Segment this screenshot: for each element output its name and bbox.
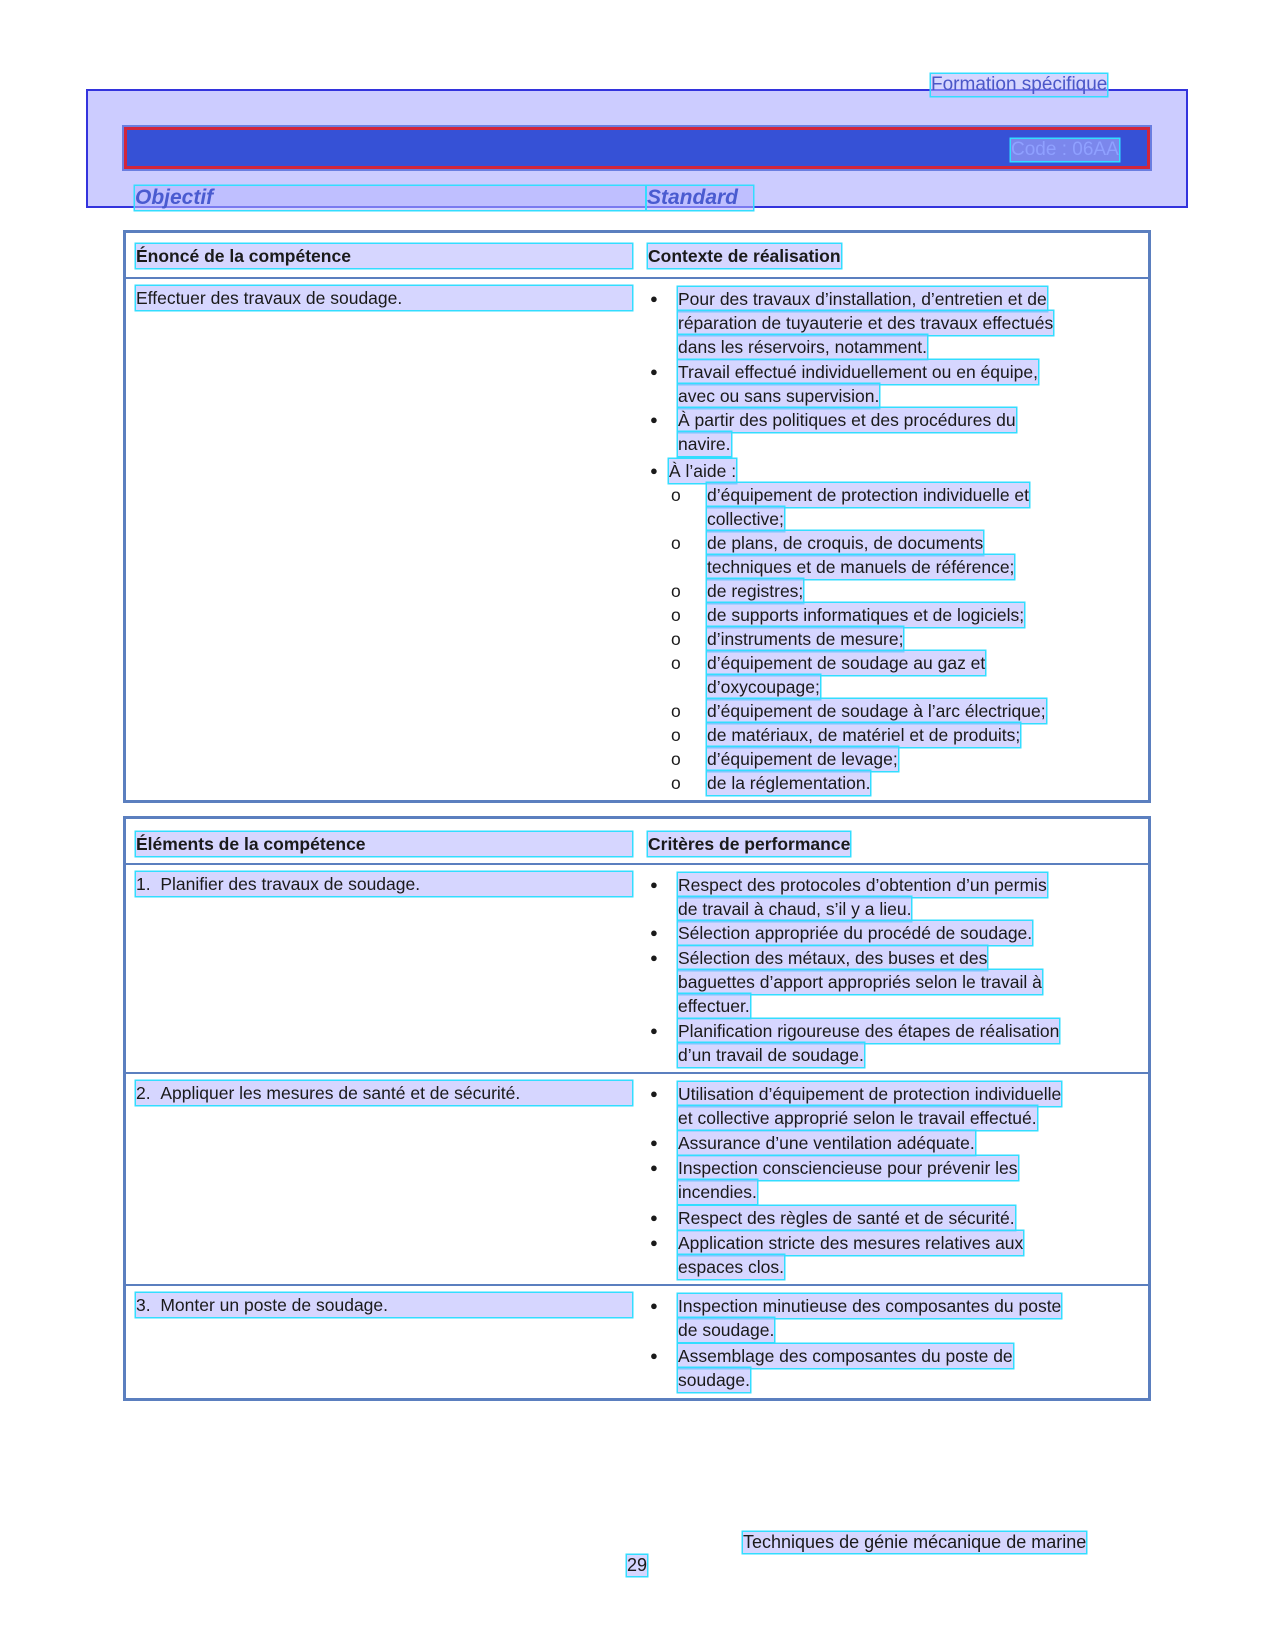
critere-item: Application stricte des mesures relatives aux (678, 1233, 1024, 1253)
circle-bullet-icon: o (671, 653, 681, 673)
code-bar (124, 127, 1150, 169)
criteres-header: Critères de performance (648, 834, 851, 854)
critere-item: Inspection consciencieuse pour prévenir les (678, 1158, 1018, 1178)
critere-item: d’un travail de soudage. (678, 1045, 864, 1065)
row-divider (126, 1284, 1148, 1286)
contexte-item: avec ou sans supervision. (678, 386, 880, 406)
critere-item: espaces clos. (678, 1257, 785, 1277)
row-divider (126, 1072, 1148, 1074)
contexte-subitem: de matériaux, de matériel et de produits; (707, 725, 1021, 745)
elements-table (123, 816, 1151, 1401)
circle-bullet-icon: o (671, 485, 681, 505)
critere-item: Respect des protocoles d’obtention d’un permis (678, 875, 1047, 895)
bullet-icon: ● (650, 364, 658, 379)
critere-item: soudage. (678, 1370, 751, 1390)
critere-item: Utilisation d’équipement de protection individuelle (678, 1084, 1062, 1104)
circle-bullet-icon: o (671, 605, 681, 625)
element-number: 2. (136, 1083, 151, 1103)
contexte-subitem: de plans, de croquis, de documents (707, 533, 984, 553)
contexte-subitem: collective; (707, 509, 784, 529)
contexte-subitem: d’équipement de soudage au gaz et (707, 653, 986, 673)
bullet-icon: ● (650, 925, 658, 940)
bullet-icon: ● (650, 412, 658, 427)
contexte-subitem: techniques et de manuels de référence; (707, 557, 1015, 577)
element-text: Appliquer les mesures de santé et de sécurité. (160, 1083, 521, 1103)
bullet-icon: ● (650, 463, 658, 478)
element-row-1 (136, 872, 632, 896)
course-code: Code : 06AA (1011, 139, 1119, 160)
bullet-icon: ● (650, 1135, 658, 1150)
critere-item: Respect des règles de santé et de sécurité. (678, 1208, 1015, 1228)
bullet-icon: ● (650, 877, 658, 892)
critere-item: baguettes d’apport appropriés selon le travail à (678, 972, 1042, 992)
footer-program: Techniques de génie mécanique de marine (743, 1532, 1087, 1552)
circle-bullet-icon: o (671, 701, 681, 721)
bullet-icon: ● (650, 1235, 658, 1250)
critere-item: Planification rigoureuse des étapes de réalisation (678, 1021, 1060, 1041)
contexte-subitem: de la réglementation. (707, 773, 871, 793)
section-title: Formation spécifique (931, 74, 1108, 95)
contexte-subitem: de supports informatiques et de logiciels; (707, 605, 1025, 625)
bullet-icon: ● (650, 1160, 658, 1175)
bullet-icon: ● (650, 1023, 658, 1038)
competence-table (123, 230, 1151, 803)
bullet-icon: ● (650, 1086, 658, 1101)
page-number: 29 (627, 1555, 648, 1575)
contexte-item: Pour des travaux d’installation, d’entretien et de (678, 289, 1047, 309)
critere-item: de soudage. (678, 1320, 775, 1340)
element-row-3 (136, 1293, 632, 1317)
contexte-subitem: d’oxycoupage; (707, 677, 820, 697)
contexte-item: À l’aide : (669, 461, 737, 481)
critere-item: Sélection des métaux, des buses et des (678, 948, 988, 968)
contexte-item: navire. (678, 434, 731, 454)
critere-item: Sélection appropriée du procédé de soudage. (678, 923, 1033, 943)
bullet-icon: ● (650, 950, 658, 965)
contexte-header: Contexte de réalisation (648, 246, 841, 266)
circle-bullet-icon: o (671, 629, 681, 649)
critere-item: Assemblage des composantes du poste de (678, 1346, 1013, 1366)
critere-item: de travail à chaud, s’il y a lieu. (678, 899, 912, 919)
contexte-subitem: d’instruments de mesure; (707, 629, 904, 649)
element-text: Monter un poste de soudage. (160, 1295, 389, 1315)
circle-bullet-icon: o (671, 533, 681, 553)
header-divider (126, 277, 1148, 279)
circle-bullet-icon: o (671, 581, 681, 601)
critere-item: effectuer. (678, 996, 750, 1016)
critere-item: Assurance d’une ventilation adéquate. (678, 1133, 975, 1153)
bullet-icon: ● (650, 1298, 658, 1313)
contexte-subitem: de registres; (707, 581, 804, 601)
critere-item: et collective approprié selon le travail effectué. (678, 1108, 1037, 1128)
critere-item: Inspection minutieuse des composantes du poste (678, 1296, 1062, 1316)
header-divider (126, 863, 1148, 865)
contexte-item: Travail effectué individuellement ou en équipe, (678, 362, 1038, 382)
elements-header: Éléments de la compétence (136, 832, 632, 856)
critere-item: incendies. (678, 1182, 757, 1202)
element-row-2 (136, 1081, 632, 1105)
circle-bullet-icon: o (671, 749, 681, 769)
element-number: 3. (136, 1295, 151, 1315)
enonce-text: Effectuer des travaux de soudage. (136, 286, 632, 310)
contexte-item: réparation de tuyauterie et des travaux effectués (678, 313, 1054, 333)
bullet-icon: ● (650, 291, 658, 306)
standard-label: Standard (647, 186, 753, 210)
contexte-subitem: d’équipement de soudage à l’arc électrique; (707, 701, 1046, 721)
bullet-icon: ● (650, 1210, 658, 1225)
bullet-icon: ● (650, 1348, 658, 1363)
element-text: Planifier des travaux de soudage. (160, 874, 421, 894)
circle-bullet-icon: o (671, 773, 681, 793)
enonce-header: Énoncé de la compétence (136, 244, 632, 268)
contexte-item: À partir des politiques et des procédures du (678, 410, 1016, 430)
circle-bullet-icon: o (671, 725, 681, 745)
objectif-label: Objectif (135, 186, 645, 210)
element-number: 1. (136, 874, 151, 894)
contexte-subitem: d’équipement de protection individuelle et (707, 485, 1030, 505)
contexte-item: dans les réservoirs, notamment. (678, 337, 927, 357)
contexte-subitem: d’équipement de levage; (707, 749, 898, 769)
